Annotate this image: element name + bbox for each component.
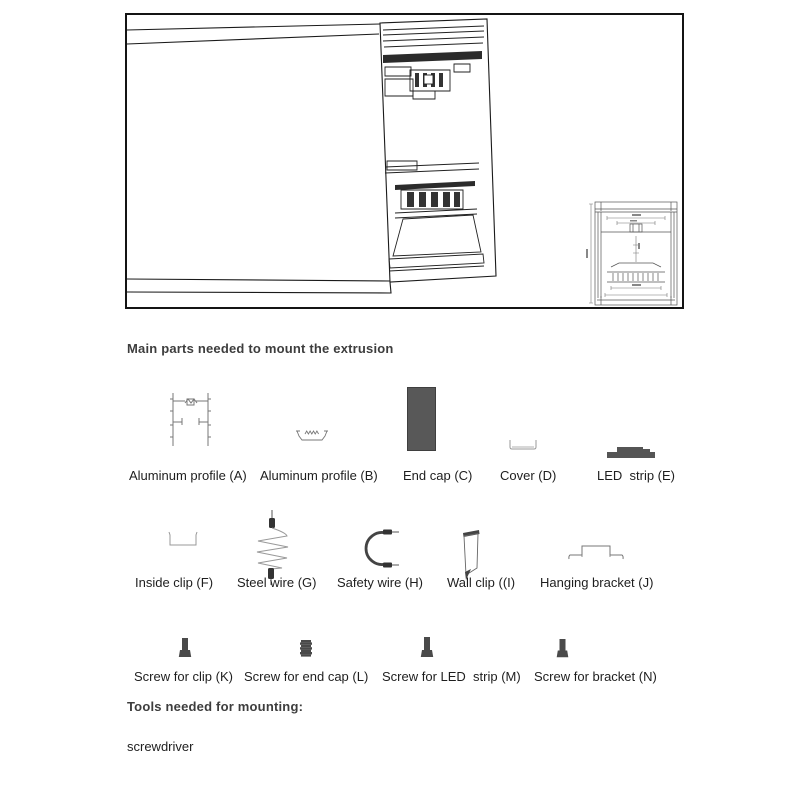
dimension-inset-drawing — [586, 202, 677, 305]
parts-section-heading: Main parts needed to mount the extrusion — [127, 341, 394, 356]
aluminum-profile-b-icon — [295, 428, 329, 442]
screw-for-led-strip-icon — [420, 637, 434, 658]
part-label-h: Safety wire (H) — [337, 575, 423, 590]
part-label-a: Aluminum profile (A) — [129, 468, 247, 483]
part-label-m: Screw for LED strip (M) — [382, 669, 521, 684]
inside-clip-icon — [168, 531, 198, 547]
hanging-bracket-icon — [568, 543, 624, 561]
part-label-l: Screw for end cap (L) — [244, 669, 369, 684]
part-label-k: Screw for clip (K) — [134, 669, 233, 684]
tool-item-screwdriver: screwdriver — [127, 739, 194, 754]
grub-screw-icon — [300, 640, 312, 658]
part-label-b: Aluminum profile (B) — [260, 468, 378, 483]
part-label-g: Steel wire (G) — [237, 575, 317, 590]
part-label-i: Wall clip ((I) — [447, 575, 516, 590]
part-label-c: End cap (C) — [403, 468, 473, 483]
part-label-n: Screw for bracket (N) — [534, 669, 657, 684]
part-label-f: Inside clip (F) — [135, 575, 214, 590]
end-cap-icon — [407, 387, 436, 451]
part-label-e: LED strip (E) — [597, 468, 676, 483]
part-label-d: Cover (D) — [500, 468, 557, 483]
aluminum-profile-a-icon — [168, 391, 213, 448]
cover-icon — [509, 439, 537, 451]
led-strip-icon — [607, 444, 655, 458]
screw-for-bracket-icon — [556, 639, 569, 658]
screw-for-clip-icon — [178, 638, 192, 658]
wall-clip-icon — [462, 530, 482, 581]
safety-wire-icon — [355, 526, 399, 571]
tools-section-heading: Tools needed for mounting: — [127, 699, 304, 714]
assembly-drawing-box — [125, 13, 684, 309]
part-label-j: Hanging bracket (J) — [540, 575, 654, 590]
extrusion-assembly-drawing — [127, 15, 682, 307]
